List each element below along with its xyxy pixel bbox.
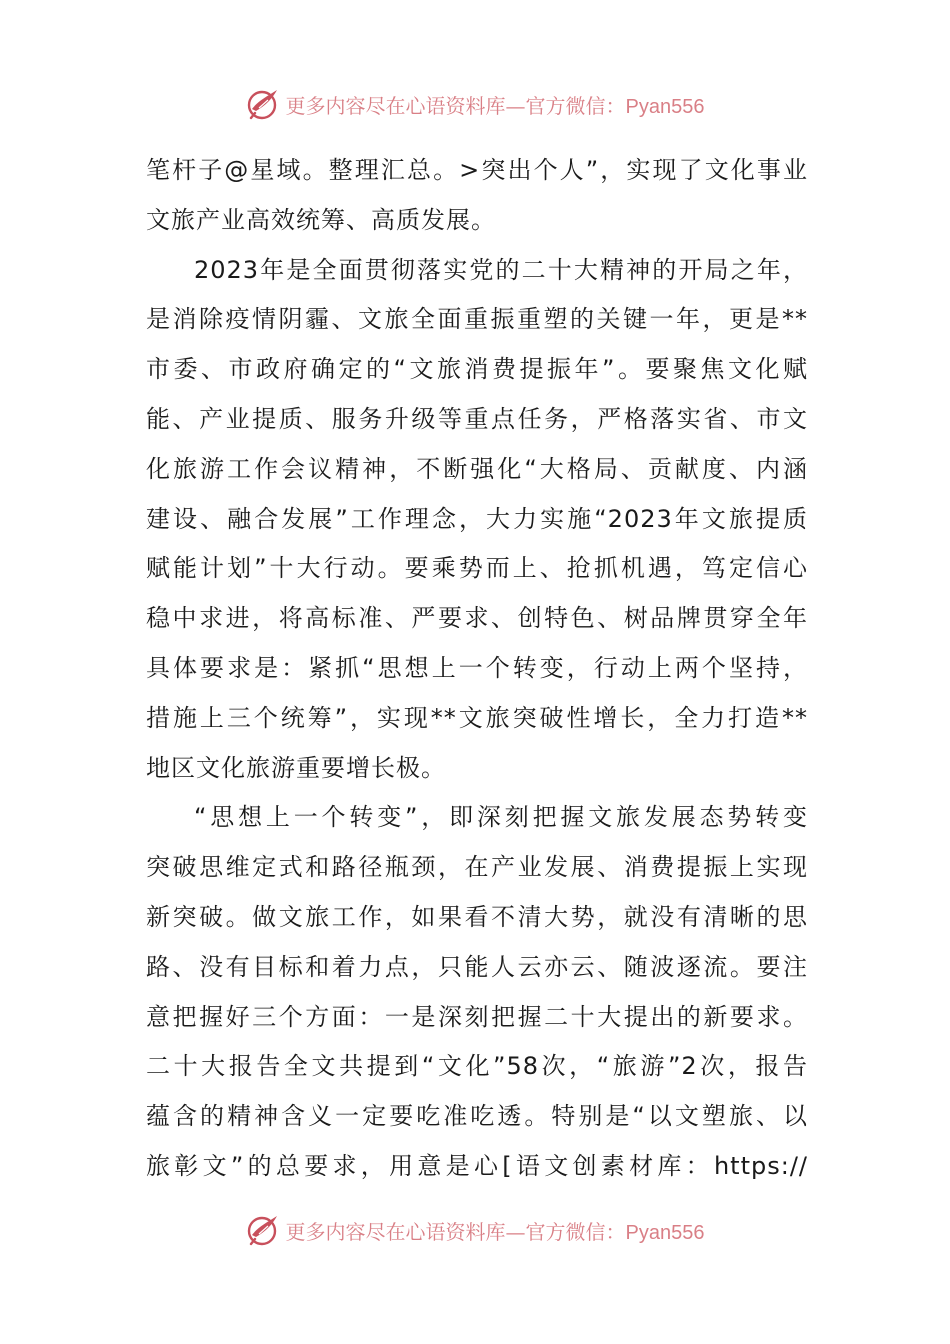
banner-text: 更多内容尽在心语资料库—官方微信：Pyan556 (285, 93, 705, 118)
text-line: 蕴含的精神含义一定要吃准吃透。特别是“以文塑旅、以 (146, 1102, 808, 1131)
text-line: 赋能计划”十大行动。要乘势而上、抢抓机遇，笃定信心 (146, 554, 808, 583)
text-line: 措施上三个统筹”，实现**文旅突破性增长，全力打造** (146, 703, 808, 732)
text-line: 2023年是全面贯彻落实党的二十大精神的开局之年， (194, 255, 808, 284)
paragraph (146, 246, 808, 794)
banner-text: 更多内容尽在心语资料库—官方微信：Pyan556 (285, 1219, 705, 1244)
text-line: 旅彰文”的总要求，用意是心[语文创素材库：https:// (146, 1151, 808, 1180)
header-banner (0, 84, 950, 124)
paragraph (146, 146, 808, 246)
text-line: 二十大报告全文共提到“文化”58次，“旅游”2次，报告 (146, 1052, 808, 1081)
footer-banner (0, 1210, 950, 1250)
text-line: 建设、融合发展”工作理念，大力实施“2023年文旅提质 (146, 504, 808, 533)
text-line: 路、没有目标和着力点，只能人云亦云、随波逐流。要注 (146, 952, 808, 981)
quill-seal-icon (246, 87, 280, 121)
paragraph (146, 793, 808, 1191)
text-line: 突破思维定式和路径瓶颈，在产业发展、消费提振上实现 (146, 853, 808, 882)
text-line: 意把握好三个方面：一是深刻把握二十大提出的新要求。 (146, 1002, 808, 1031)
text-line: 笔杆子@星域。整理汇总。>突出个人”，实现了文化事业 (146, 156, 808, 184)
text-line: 新突破。做文旅工作，如果看不清大势，就没有清晰的思 (146, 902, 808, 931)
document-body (146, 146, 808, 1192)
text-line: 化旅游工作会议精神，不断强化“大格局、贡献度、内涵 (146, 454, 808, 483)
wechat-id: Pyan556 (625, 95, 705, 118)
text-line: 文旅产业高效统筹、高质发展。 (146, 205, 496, 234)
text-line: 地区文化旅游重要增长极。 (146, 753, 446, 782)
text-line: 稳中求进，将高标准、严要求、创特色、树品牌贯穿全年 (146, 604, 808, 633)
wechat-id: Pyan556 (625, 1221, 705, 1244)
text-line: 市委、市政府确定的“文旅消费提振年”。要聚焦文化赋 (146, 355, 808, 384)
quill-seal-icon (246, 1213, 280, 1247)
text-line: 具体要求是：紧抓“思想上一个转变，行动上两个坚持， (146, 653, 808, 682)
text-line: “思想上一个转变”，即深刻把握文旅发展态势转变 (194, 803, 808, 832)
text-line: 是消除疫情阴霾、文旅全面重振重塑的关键一年，更是** (146, 305, 808, 334)
text-line: 能、产业提质、服务升级等重点任务，严格落实省、市文 (146, 404, 808, 433)
